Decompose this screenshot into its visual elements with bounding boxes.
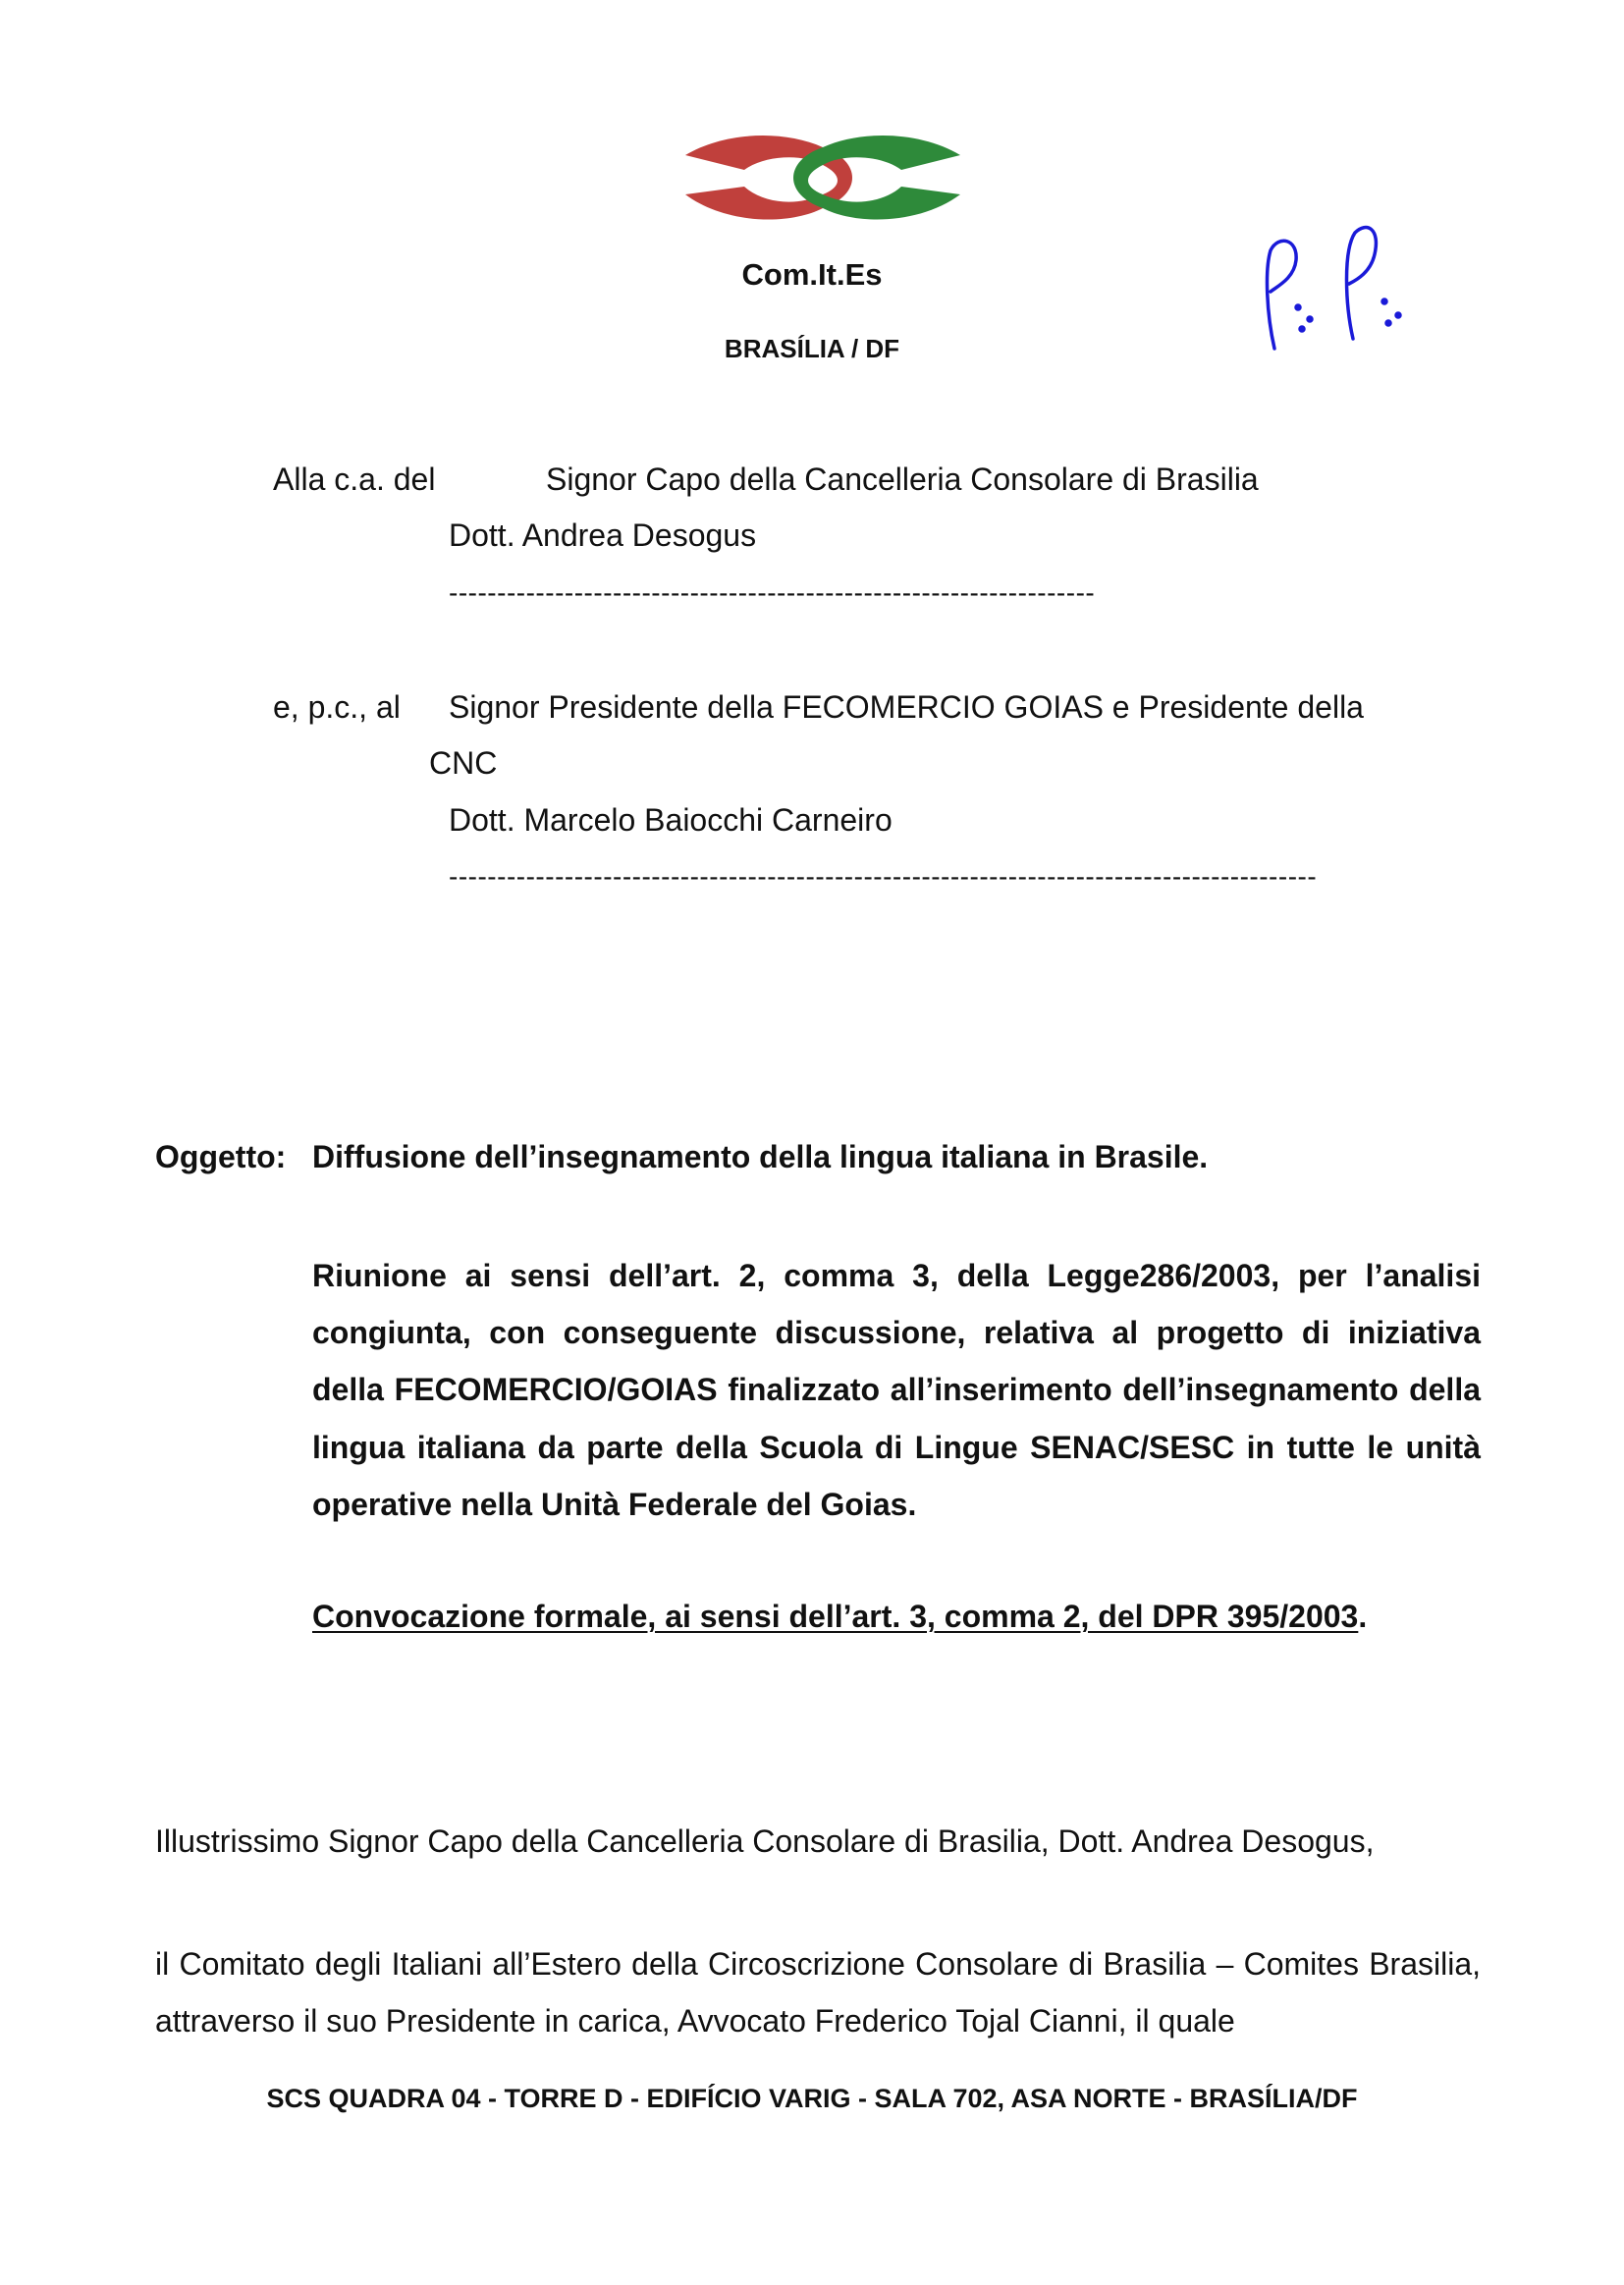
recipient-1-prefix: Alla c.a. del <box>273 462 436 497</box>
org-name: Com.It.Es <box>741 257 883 292</box>
convocation-text: Convocazione formale, ai sensi dell’art. 3, comma 2, del DPR 395/2003 <box>312 1599 1359 1634</box>
recipient-2-title-line2: CNC <box>429 745 498 781</box>
subject-body: Riunione ai sensi dell’art. 2, comma 3, della Legge286/2003, per l’analisi congiunta, con conseguente discussione, relativa al progetto di iniziativa della FECOMERCIO/GOIAS finalizzato all’inserimento dell’insegnamento della lingua italiana da parte della Scuola di Lingue SENAC/SESC in tutte le unità operative nella Unità Federale del Goias. <box>312 1258 1481 1522</box>
salutation: Illustrissimo Signor Capo della Cancelleria Consolare di Brasilia, Dott. Andrea Desogus, <box>155 1823 1375 1859</box>
recipient-2-separator: ------------------------------------------------------------------------------------------ <box>449 861 1318 892</box>
recipient-2-title-line1: Signor Presidente della FECOMERCIO GOIAS e Presidente della <box>449 689 1364 725</box>
footer-address: SCS QUADRA 04 - TORRE D - EDIFÍCIO VARIG - SALA 702, ASA NORTE - BRASÍLIA/DF <box>266 2084 1358 2113</box>
subject-label: Oggetto: <box>155 1139 287 1174</box>
convocation-period: . <box>1358 1599 1368 1634</box>
handwritten-signature-icon <box>1257 221 1424 358</box>
recipient-2-name: Dott. Marcelo Baiocchi Carneiro <box>449 802 893 838</box>
recipient-1-name: Dott. Andrea Desogus <box>449 517 757 553</box>
recipient-2-prefix: e, p.c., al <box>273 689 401 725</box>
subject-title: Diffusione dell’insegnamento della lingua italiana in Brasile. <box>312 1139 1209 1174</box>
comites-logo-icon <box>676 126 970 234</box>
recipient-1-separator: ------------------------------------------------------------------- <box>449 577 1096 608</box>
body-paragraph: il Comitato degli Italiani all’Estero della Circoscrizione Consolare di Brasilia – Comites Brasilia, attraverso il suo Presidente in carica, Avvocato Frederico Tojal Cianni, il quale <box>155 1946 1481 2039</box>
org-city: BRASÍLIA / DF <box>724 334 900 363</box>
convocation-line <box>312 1599 1367 1635</box>
recipient-1-title: Signor Capo della Cancelleria Consolare di Brasilia <box>546 462 1259 497</box>
